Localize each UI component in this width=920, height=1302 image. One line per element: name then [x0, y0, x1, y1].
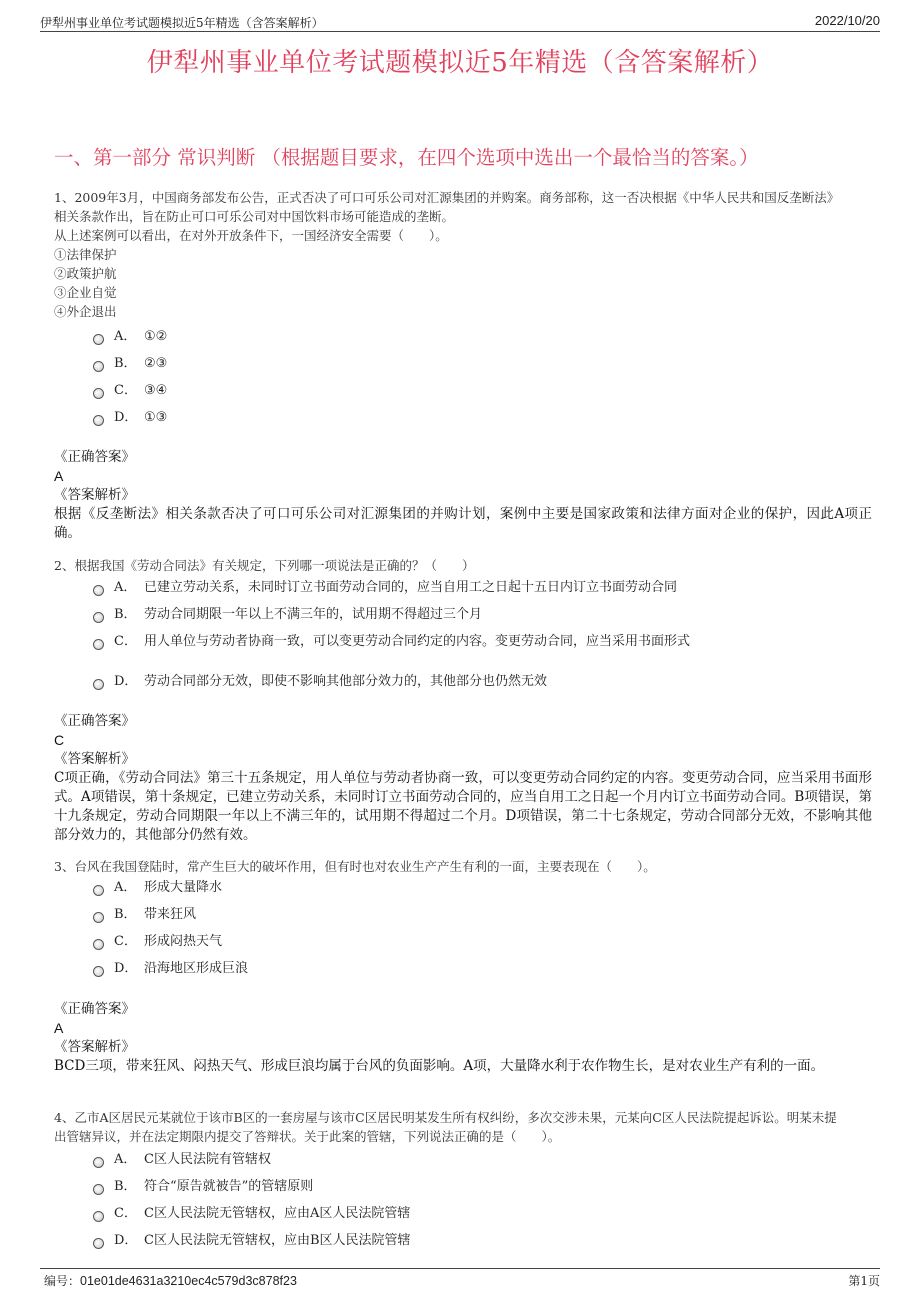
- header-doc-title: 伊犁州事业单位考试题模拟近5年精选（含答案解析）: [40, 16, 324, 30]
- question-1-option-b[interactable]: B． ②③: [93, 354, 167, 374]
- stem-line: 出管辖异议，并在法定期限内提交了答辩状。关于此案的管辖，下列说法正确的是（ ）。: [54, 1129, 561, 1144]
- radio-icon[interactable]: [93, 1238, 104, 1249]
- question-2-stem: [54, 556, 874, 575]
- page-header: [40, 12, 880, 32]
- analysis-label: 《答案解析》: [54, 1039, 135, 1055]
- header-date: 2022/10/20: [814, 13, 880, 28]
- question-3-answer-block: [54, 1000, 872, 1076]
- radio-icon[interactable]: [93, 885, 104, 896]
- footer-doc-code: [44, 1272, 297, 1289]
- answer-analysis: 根据《反垄断法》相关条款否决了可口可乐公司对汇源集团的并购计划，案例中主要是国家政策和法律方面对企业的保护，因此A项正确。: [54, 506, 872, 541]
- radio-icon[interactable]: [93, 1184, 104, 1195]
- question-3-option-d[interactable]: D． 沿海地区形成巨浪: [93, 959, 248, 979]
- radio-icon[interactable]: [93, 1211, 104, 1222]
- correct-answer: A: [54, 1020, 64, 1036]
- question-3-option-b[interactable]: B． 带来狂风: [93, 905, 196, 925]
- question-4-option-b[interactable]: B． 符合“原告就被告”的管辖原则: [93, 1177, 313, 1197]
- radio-icon[interactable]: [93, 612, 104, 623]
- section-heading: 一、第一部分 常识判断 （根据题目要求，在四个选项中选出一个最恰当的答案。）: [54, 146, 759, 169]
- question-1-option-d[interactable]: D． ①③: [93, 408, 167, 428]
- question-4-stem: [54, 1108, 874, 1146]
- stem-line: 相关条款作出，旨在防止可口可乐公司对中国饮料市场可能造成的垄断。: [54, 209, 455, 224]
- question-2-option-a[interactable]: A． 已建立劳动关系，未同时订立书面劳动合同的，应当自用工之日起十五日内订立书面劳动合同: [93, 578, 677, 598]
- analysis-label: 《答案解析》: [54, 487, 135, 503]
- stem-line: ①法律保护: [54, 247, 117, 262]
- question-4-option-a[interactable]: A． C区人民法院有管辖权: [93, 1150, 271, 1170]
- stem-line: ④外企退出: [54, 304, 117, 319]
- radio-icon[interactable]: [93, 1157, 104, 1168]
- question-4-option-c[interactable]: C． C区人民法院无管辖权，应由A区人民法院管辖: [93, 1204, 410, 1224]
- stem-line: 2、根据我国《劳动合同法》有关规定，下列哪一项说法是正确的？（ ）: [54, 558, 475, 573]
- footer-code-value: 01e01de4631a3210ec4c579d3c878f23: [80, 1274, 297, 1288]
- stem-line: ③企业自觉: [54, 285, 117, 300]
- document-title: 伊犁州事业单位考试题模拟近5年精选（含答案解析）: [146, 48, 774, 78]
- radio-icon[interactable]: [93, 388, 104, 399]
- question-4-option-d[interactable]: D． C区人民法院无管辖权，应由B区人民法院管辖: [93, 1231, 411, 1251]
- answer-label: 《正确答案》: [54, 1001, 135, 1017]
- radio-icon[interactable]: [93, 415, 104, 426]
- correct-answer: A: [54, 468, 64, 484]
- question-1-option-c[interactable]: C． ③④: [93, 381, 167, 401]
- answer-label: 《正确答案》: [54, 449, 135, 465]
- answer-label: 《正确答案》: [54, 713, 135, 729]
- stem-line: 1、2009年3月，中国商务部发布公告，正式否决了可口可乐公司对汇源集团的并购案。商务部称，这一否决根据《中华人民共和国反垄断法》: [54, 190, 840, 205]
- footer-page-number: 第1页: [848, 1274, 880, 1288]
- question-3-option-c[interactable]: C． 形成闷热天气: [93, 932, 222, 952]
- question-2-option-d[interactable]: D． 劳动合同部分无效，即使不影响其他部分效力的，其他部分也仍然无效: [93, 672, 547, 692]
- analysis-label: 《答案解析》: [54, 751, 135, 767]
- radio-icon[interactable]: [93, 912, 104, 923]
- radio-icon[interactable]: [93, 334, 104, 345]
- question-3-stem: [54, 857, 874, 876]
- stem-line: 3、台风在我国登陆时，常产生巨大的破坏作用，但有时也对农业生产产生有利的一面，主要表现在（ ）。: [54, 859, 656, 874]
- question-2-option-b[interactable]: B． 劳动合同期限一年以上不满三年的，试用期不得超过三个月: [93, 605, 482, 625]
- question-1-answer-block: [54, 448, 872, 543]
- answer-analysis: C项正确，《劳动合同法》第三十五条规定，用人单位与劳动者协商一致，可以变更劳动合同约定的内容。变更劳动合同，应当采用书面形式。A项错误，第十条规定，已建立劳动关系，未同时订立书面劳动合同的，应当自用工之日起一个月内订立书面劳动合同。B项错误，第十九条规定，劳动合同期限一年以上不满三年的，试用期不得超过二个月。D项错误，第二十七条规定，劳动合同部分无效，不影响其他部分效力的，其他部分仍然有效。: [54, 770, 872, 843]
- footer-code-label: 编号：: [44, 1274, 81, 1288]
- question-1-option-a[interactable]: A． ①②: [93, 327, 167, 347]
- question-2-answer-block: [54, 712, 872, 845]
- stem-line: ②政策护航: [54, 266, 117, 281]
- question-1-stem: [54, 188, 874, 321]
- radio-icon[interactable]: [93, 939, 104, 950]
- page-footer: [40, 1268, 880, 1288]
- question-3-option-a[interactable]: A． 形成大量降水: [93, 878, 222, 898]
- radio-icon[interactable]: [93, 639, 104, 650]
- radio-icon[interactable]: [93, 966, 104, 977]
- radio-icon[interactable]: [93, 679, 104, 690]
- answer-analysis: BCD三项，带来狂风、闷热天气、形成巨浪均属于台风的负面影响。A项，大量降水利于农作物生长，是对农业生产有利的一面。: [54, 1058, 825, 1074]
- radio-icon[interactable]: [93, 585, 104, 596]
- stem-line: 从上述案例可以看出，在对外开放条件下，一国经济安全需要（ ）。: [54, 228, 448, 243]
- question-2-option-c[interactable]: C． 用人单位与劳动者协商一致，可以变更劳动合同约定的内容。变更劳动合同，应当采用书面形式: [93, 632, 690, 652]
- stem-line: 4、乙市A区居民元某就位于该市B区的一套房屋与该市C区居民明某发生所有权纠纷，多次交涉未果，元某向C区人民法院提起诉讼。明某未提: [54, 1110, 837, 1125]
- radio-icon[interactable]: [93, 361, 104, 372]
- correct-answer: C: [54, 732, 65, 748]
